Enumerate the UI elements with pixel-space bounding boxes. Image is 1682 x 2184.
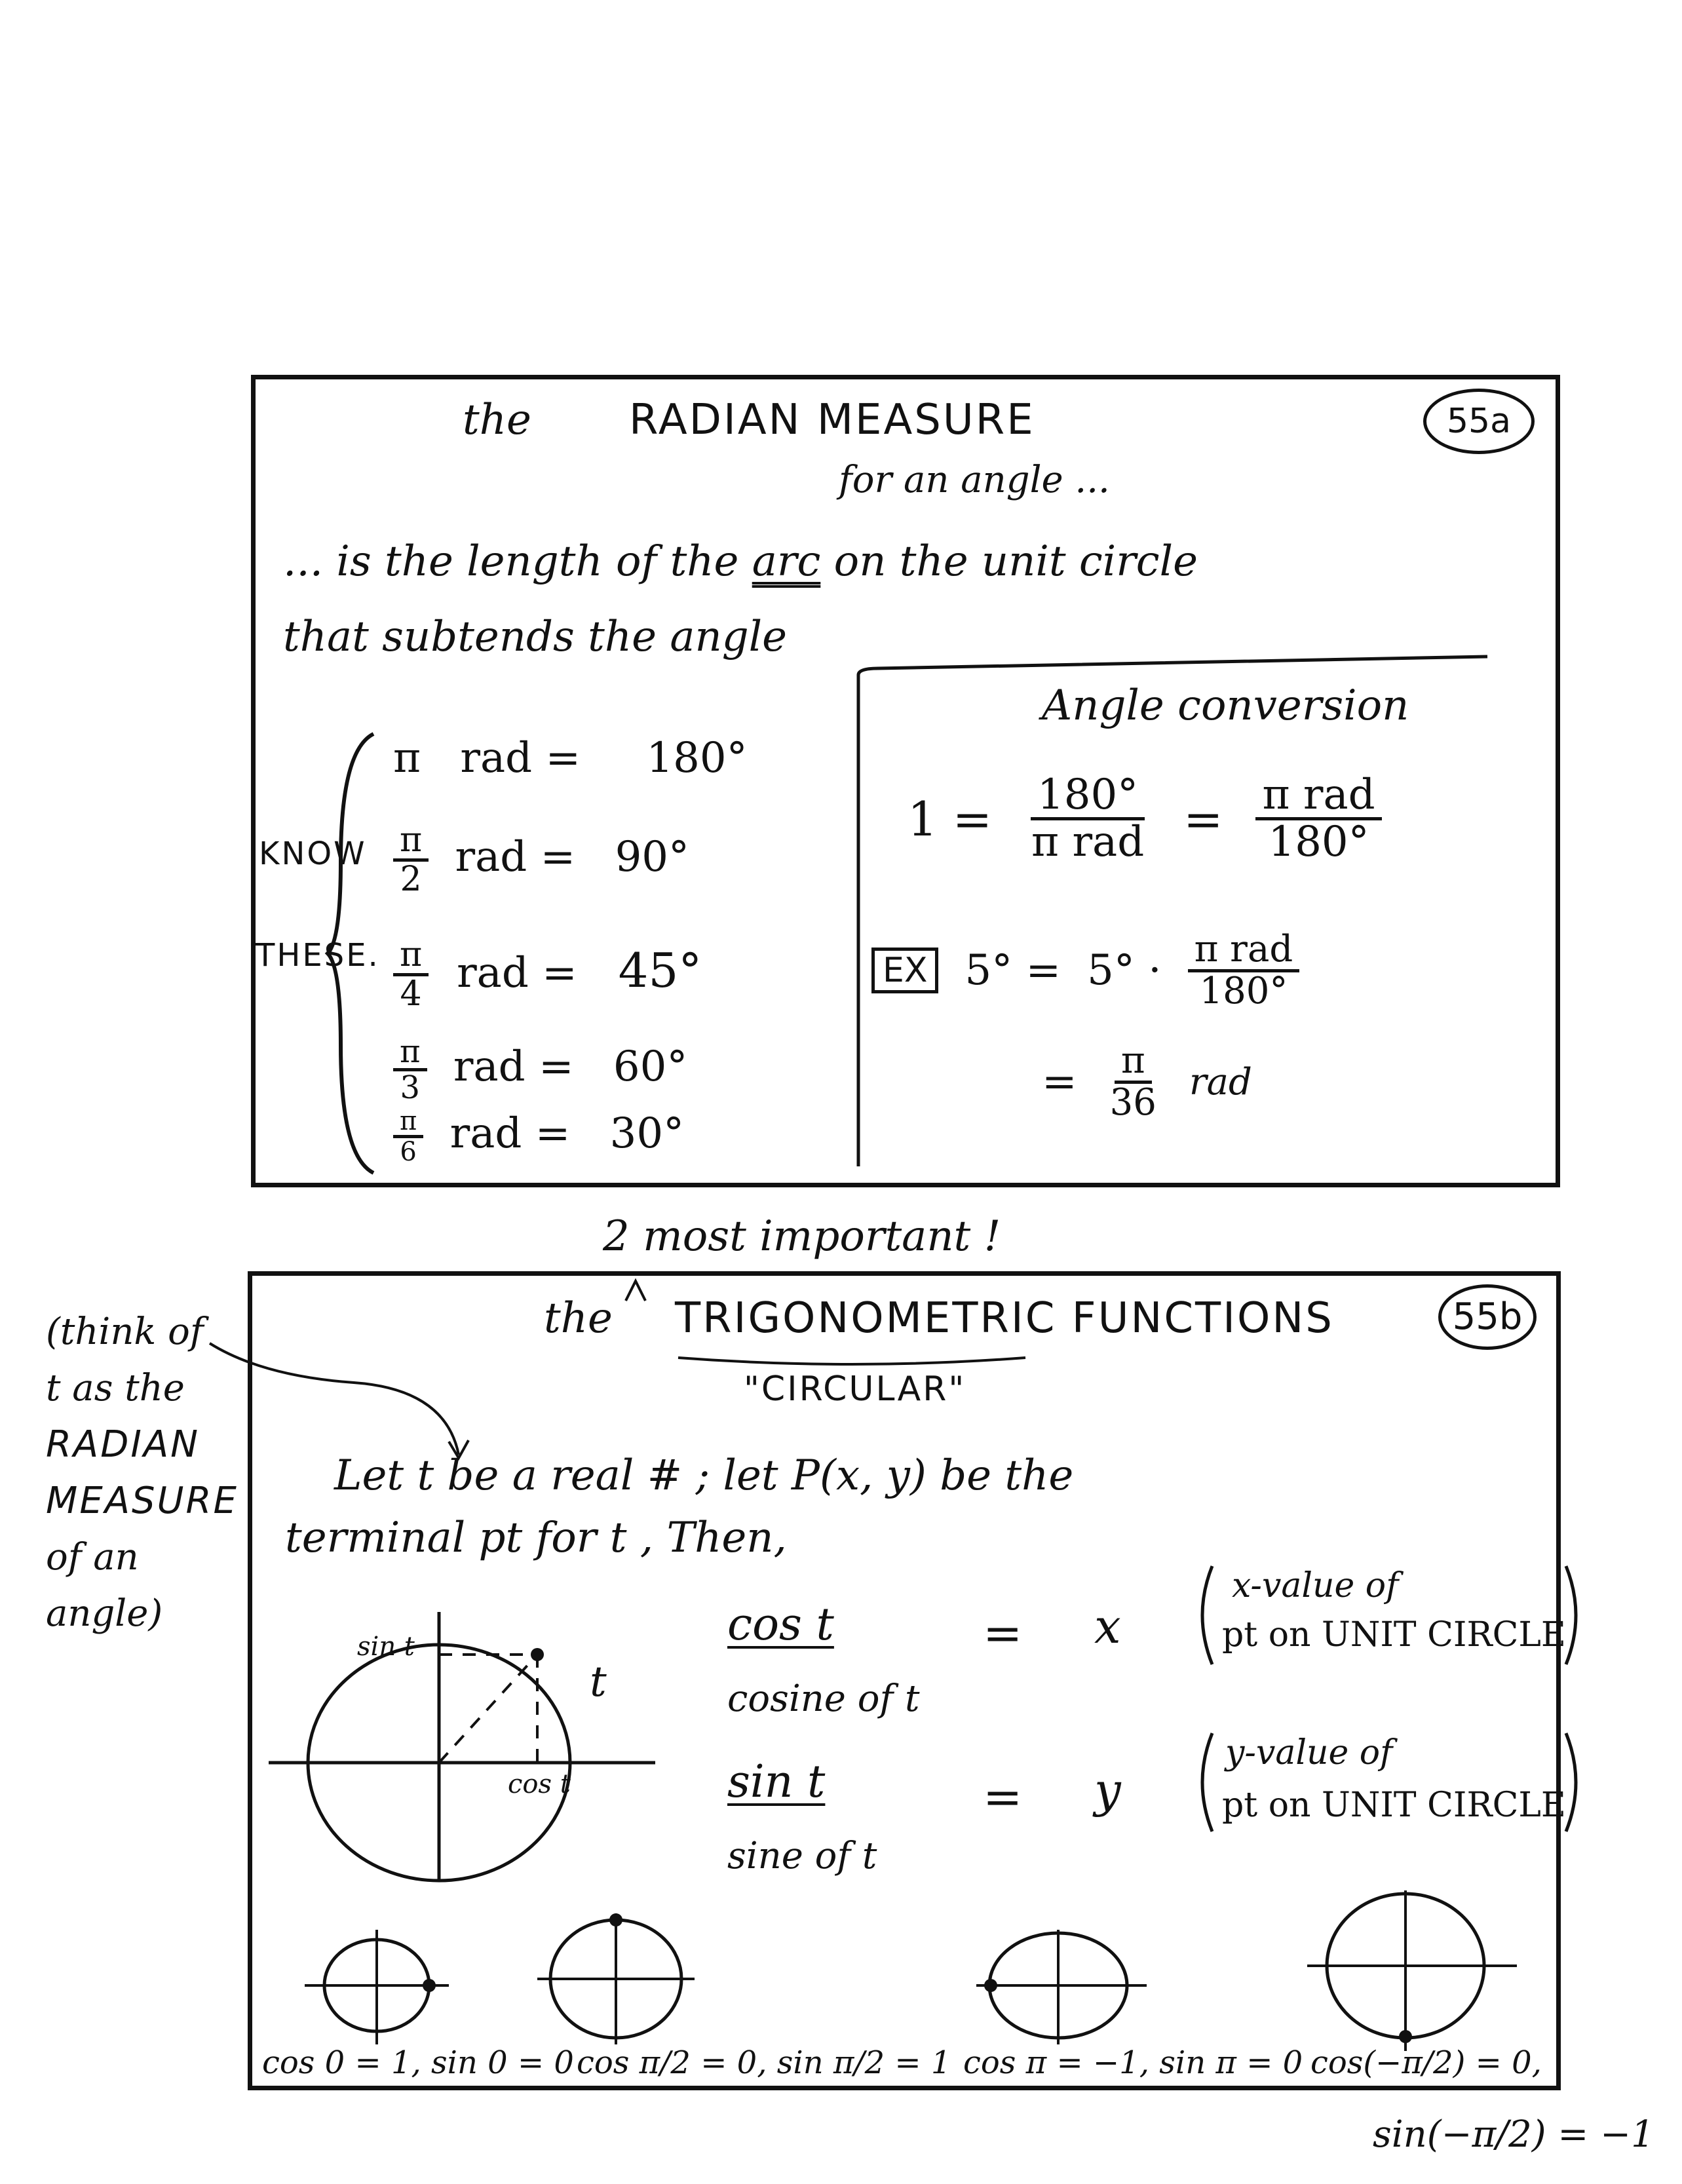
- sin-caption: sine of t: [727, 1835, 877, 1877]
- definition-line-1: [283, 537, 1198, 586]
- rad-label: rad: [1189, 1060, 1252, 1103]
- known-row-4: [393, 1035, 687, 1105]
- definition-prefix: ... is the length of the: [283, 537, 739, 586]
- sin-equals: =: [983, 1769, 1023, 1824]
- frac-den: π rad: [1031, 818, 1145, 867]
- diagram-cos-label: cos t: [508, 1769, 571, 1799]
- page-badge-55b: [1438, 1284, 1537, 1350]
- degree-value: 30°: [609, 1109, 685, 1158]
- frac-num: π: [393, 1107, 423, 1138]
- badge-text: 55a: [1446, 402, 1512, 441]
- known-row-1: [393, 734, 748, 782]
- unit-circle-diagram: [262, 1605, 668, 1894]
- subtitle-b: "CIRCULAR": [744, 1370, 966, 1409]
- known-row-5: [393, 1107, 684, 1166]
- example-caption-pi: cos π = −1, sin π = 0: [963, 2044, 1303, 2081]
- conversion-identity: [908, 771, 1382, 867]
- frac-den: 3: [400, 1069, 421, 1107]
- frac-num: π rad: [1255, 773, 1381, 820]
- pi-symbol: π: [393, 734, 421, 782]
- let-line-1: Let t be a real # ; let P(x, y) be the: [334, 1451, 1074, 1500]
- frac-den: 180°: [1199, 969, 1288, 1012]
- title-prefix-b: the: [544, 1294, 613, 1343]
- frac-den: 36: [1109, 1081, 1156, 1124]
- page-title-a: RADIAN MEASURE: [629, 396, 1035, 444]
- diagram-sin-label: sin t: [357, 1632, 415, 1662]
- example-caption-0: cos 0 = 1, sin 0 = 0: [262, 2044, 574, 2081]
- conversion-heading: Angle conversion: [1042, 681, 1409, 730]
- frac-den: 2: [400, 859, 422, 899]
- cos-note-line-1: x-value of: [1232, 1566, 1399, 1605]
- frac-num: π: [393, 822, 429, 862]
- sin-rhs: y: [1094, 1763, 1121, 1818]
- example-mid: 5° ·: [1087, 946, 1162, 995]
- side-note-line: of an: [46, 1536, 139, 1579]
- side-note-line: t as the: [46, 1367, 185, 1409]
- example-label: EX: [871, 948, 938, 993]
- cos-rhs: x: [1094, 1599, 1121, 1654]
- known-row-2: [393, 822, 689, 897]
- page-title-b: TRIGONOMETRIC FUNCTIONS: [675, 1294, 1334, 1343]
- badge-text: 55b: [1452, 1295, 1523, 1338]
- sin-note-line-2: pt on UNIT CIRCLE: [1222, 1786, 1566, 1825]
- these-label: THESE.: [256, 937, 380, 974]
- subtitle-a: for an angle ...: [839, 459, 1110, 501]
- degree-value: 180°: [646, 734, 748, 782]
- example-circle-neg-pi-half: [1304, 1887, 1520, 2058]
- example-lhs: 5° =: [965, 946, 1061, 995]
- rad-label: rad =: [455, 832, 576, 881]
- equals-sign: =: [1042, 1058, 1077, 1107]
- side-note-line: RADIAN: [46, 1423, 201, 1466]
- side-note-line: (think of: [46, 1311, 204, 1353]
- cos-equals: =: [983, 1605, 1023, 1660]
- example-caption-neg-pi-half-line-2: sin(−π/2) = −1: [1373, 2113, 1654, 2156]
- cos-caption: cosine of t: [727, 1677, 920, 1720]
- example-circle-0: [292, 1920, 462, 2051]
- cos-lhs: cos t: [727, 1599, 834, 1651]
- sin-note-line-1: y-value of: [1225, 1733, 1393, 1772]
- title-prefix-a: the: [463, 396, 531, 444]
- side-note-line: angle): [46, 1592, 163, 1635]
- rad-label: rad =: [460, 734, 581, 782]
- frac-num: π rad: [1188, 930, 1300, 972]
- arc-word: arc: [752, 537, 821, 586]
- example-circle-pi: [944, 1920, 1153, 2051]
- degree-value: 60°: [613, 1043, 688, 1092]
- let-line-2: terminal pt for t , Then,: [285, 1514, 787, 1562]
- frac-den: 180°: [1268, 818, 1369, 867]
- degree-value: 90°: [615, 832, 689, 881]
- definition-suffix: on the unit circle: [833, 537, 1198, 586]
- rad-label: rad =: [453, 1043, 574, 1092]
- definition-line-2: that subtends the angle: [283, 613, 787, 661]
- conversion-result: [1042, 1039, 1252, 1124]
- frac-num: π: [1115, 1042, 1152, 1084]
- degree-value: 45°: [618, 943, 702, 999]
- diagram-t-label: t: [590, 1658, 607, 1706]
- rad-label: rad =: [449, 1109, 571, 1158]
- conversion-example: [871, 930, 1299, 1011]
- frac-den: 4: [400, 974, 422, 1014]
- sin-lhs: sin t: [727, 1756, 826, 1808]
- equals-sign: =: [1183, 791, 1223, 847]
- frac-num: 180°: [1031, 773, 1145, 820]
- frac-num: π: [393, 1035, 427, 1071]
- cos-note-line-2: pt on UNIT CIRCLE: [1222, 1615, 1566, 1655]
- one-equals: 1 =: [908, 791, 993, 847]
- title-underline: [675, 1351, 1029, 1371]
- page-badge-55a: [1423, 389, 1535, 454]
- rad-label: rad =: [457, 949, 577, 998]
- frac-den: 6: [400, 1137, 417, 1167]
- example-caption-neg-pi-half: cos(−π/2) = 0,: [1310, 2044, 1542, 2081]
- example-caption-pi-half: cos π/2 = 0, sin π/2 = 1: [577, 2044, 951, 2081]
- side-note-line: MEASURE: [46, 1480, 239, 1522]
- frac-num: π: [393, 937, 429, 976]
- example-circle-pi-half: [524, 1900, 708, 2051]
- important-note: 2 most important !: [603, 1212, 1001, 1261]
- known-row-3: [393, 937, 702, 1012]
- know-label: KNOW: [259, 835, 367, 872]
